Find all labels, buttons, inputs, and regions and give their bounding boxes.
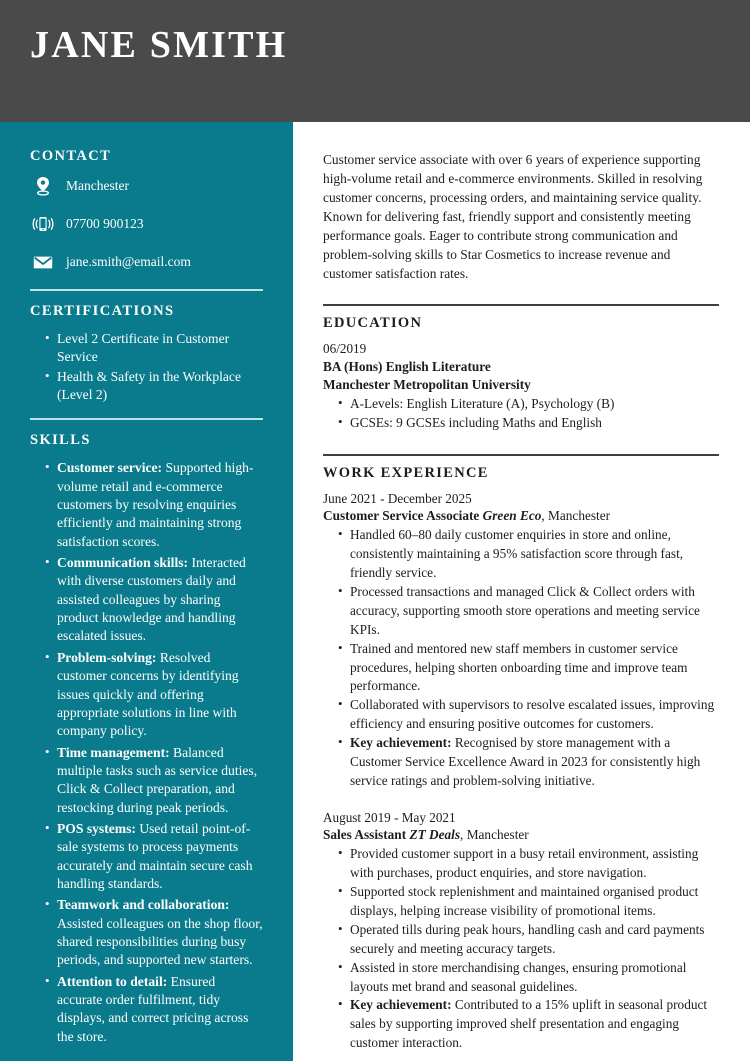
job-company: ZT Deals (409, 827, 461, 843)
job-bullets (323, 526, 719, 790)
list-item (338, 640, 719, 697)
bullet-term: Key achievement: (350, 997, 452, 1013)
list-item (338, 996, 719, 1053)
skill-term: Attention to detail: (57, 973, 168, 989)
sidebar-divider-skills (30, 418, 263, 420)
skill-term: Teamwork and collaboration: (57, 897, 230, 913)
list-item (338, 845, 719, 883)
bullet-text: Contributed to a 15% uplift in seasonal product sales by supporting improved shelf presentation and engaging customer interaction. (350, 997, 708, 1051)
list-item (338, 883, 719, 921)
list-item (45, 973, 263, 1046)
list-item: • Health & Safety in the Workplace (Level 2) (45, 368, 263, 405)
work-experience-divider (323, 454, 719, 456)
contact-phone-value: 07700 900123 (66, 215, 144, 231)
job-date: June 2021 - December 2025 (323, 490, 472, 506)
list-item (338, 734, 719, 791)
job-company: Green Eco (482, 508, 542, 524)
skill-description: Assisted colleagues on the shop floor, shared responsibilities during busy periods, and supported new starters. (57, 915, 263, 968)
job-entry (323, 809, 719, 1053)
skills-list (30, 459, 263, 1046)
education-divider (323, 304, 719, 306)
job-headline (323, 826, 719, 844)
certifications-list (30, 330, 263, 404)
bullet-text: Provided customer support in a busy retail environment, assisting with purchases, product enquiries, and store navigation. (350, 846, 699, 881)
contact-heading: CONTACT (30, 148, 112, 164)
education-school: Manchester Metropolitan University (323, 376, 531, 392)
professional-summary: Customer service associate with over 6 years of experience supporting high-volume retail and e-commerce environments. Skilled in resolving customer concerns, processing orders, and maintaining service quality. Known for delivering fast, friendly support and consistently meeting performance goals. Eager to contribute strong communication and problem-solving skills to Star Cosmetics to increase revenue and customer satisfaction rates. (323, 152, 703, 282)
job-title: Sales Assistant (323, 827, 407, 843)
education-date: 06/2019 (323, 341, 367, 357)
certifications-heading: CERTIFICATIONS (30, 303, 175, 319)
envelope-icon (30, 251, 56, 273)
skill-term: Time management: (57, 744, 170, 760)
skill-term: Problem-solving: (57, 649, 157, 665)
job-location: , Manchester (460, 827, 529, 843)
bullet-text: Handled 60–80 daily customer enquiries in store and online, consistently maintaining a 95% satisfaction score through fast, friendly service. (350, 527, 684, 581)
job-title: Customer Service Associate (323, 508, 480, 524)
education-entry (323, 340, 719, 432)
education-bullets (323, 395, 719, 433)
skill-term: Communication skills: (57, 555, 189, 571)
skill-term: Customer service: (57, 460, 163, 476)
skills-heading: SKILLS (30, 432, 91, 449)
list-item (338, 583, 719, 640)
sidebar-divider-certifications (30, 289, 263, 291)
contact-item-location (30, 175, 263, 197)
contact-item-phone (30, 213, 263, 235)
bullet-term: Key achievement: (350, 735, 452, 751)
header-banner (0, 0, 750, 122)
list-item (338, 959, 719, 997)
skill-description: Interacted with diverse customers daily and assisted colleagues by sharing product knowledge and handling escalated issues. (57, 555, 246, 644)
education-degree: BA (Hons) English Literature (323, 359, 491, 375)
bullet-text: Processed transactions and managed Click & Collect orders with accuracy, supporting smooth store operations and meeting service KPIs. (350, 584, 700, 637)
contact-location-value: Manchester (66, 177, 129, 193)
list-item (45, 820, 263, 893)
skill-description: Used retail point-of-sale systems to process payments accurately and maintain secure cash handling standards. (57, 820, 253, 891)
skill-description: Supported high-volume retail and e-commerce customers by resolving enquiries efficiently and maintaining strong satisfaction scores. (57, 460, 254, 549)
list-item (45, 554, 263, 646)
education-heading: EDUCATION (323, 315, 423, 332)
list-item (338, 921, 719, 959)
work-experience-heading: WORK EXPERIENCE (323, 464, 489, 481)
bullet-text: Recognised by store management with a Customer Service Excellence Award in 2023 for consistently high service ratings and problem-solving initiative. (350, 735, 701, 788)
bullet-text: Collaborated with supervisors to resolve escalated issues, improving efficiency and ensuring positive outcomes for customers. (350, 697, 715, 732)
bullet-text: Trained and mentored new staff members in customer service procedures, helping shorten onboarding time and improve team performance. (350, 640, 688, 694)
list-item: • Level 2 Certificate in Customer Service (45, 330, 263, 367)
job-location: , Manchester (541, 508, 611, 524)
contact-email-value: jane.smith@email.com (66, 253, 191, 269)
list-item (45, 459, 263, 551)
list-item (45, 649, 263, 741)
bullet-text: Assisted in store merchandising changes, ensuring promotional layouts met brand and seasonal guidelines. (350, 959, 687, 994)
skill-description: Resolved customer concerns by identifying issues quickly and offering appropriate solutions in line with company policy. (57, 649, 239, 739)
list-item: • GCSEs: 9 GCSEs including Maths and English (338, 414, 719, 433)
skill-description: Balanced multiple tasks such as service duties, Click & Collect preparation, and restocking during peak periods. (57, 744, 258, 815)
list-item: • A-Levels: English Literature (A), Psychology (B) (338, 395, 719, 414)
job-headline (323, 507, 719, 525)
bullet-text: Operated tills during peak hours, handling cash and card payments securely and meeting accuracy targets. (350, 921, 705, 956)
phone-vibrate-icon (30, 213, 56, 235)
list-item (338, 526, 719, 583)
list-item (45, 896, 263, 969)
contact-list (30, 175, 263, 273)
skill-term: POS systems: (57, 820, 136, 836)
job-bullets (323, 845, 719, 1053)
page-title: JANE SMITH (30, 24, 288, 66)
skill-description: Ensured accurate order fulfilment, tidy displays, and correct pricing across the store. (57, 973, 249, 1044)
job-entry (323, 490, 719, 791)
location-pin-icon (30, 175, 56, 197)
bullet-text: Supported stock replenishment and maintained organised product displays, helping increase visibility of promotional items. (350, 884, 699, 919)
sidebar (0, 122, 293, 1061)
list-item (45, 744, 263, 817)
list-item (338, 696, 719, 734)
contact-item-email (30, 251, 263, 273)
job-date: August 2019 - May 2021 (323, 809, 456, 825)
main-column (293, 122, 750, 1061)
